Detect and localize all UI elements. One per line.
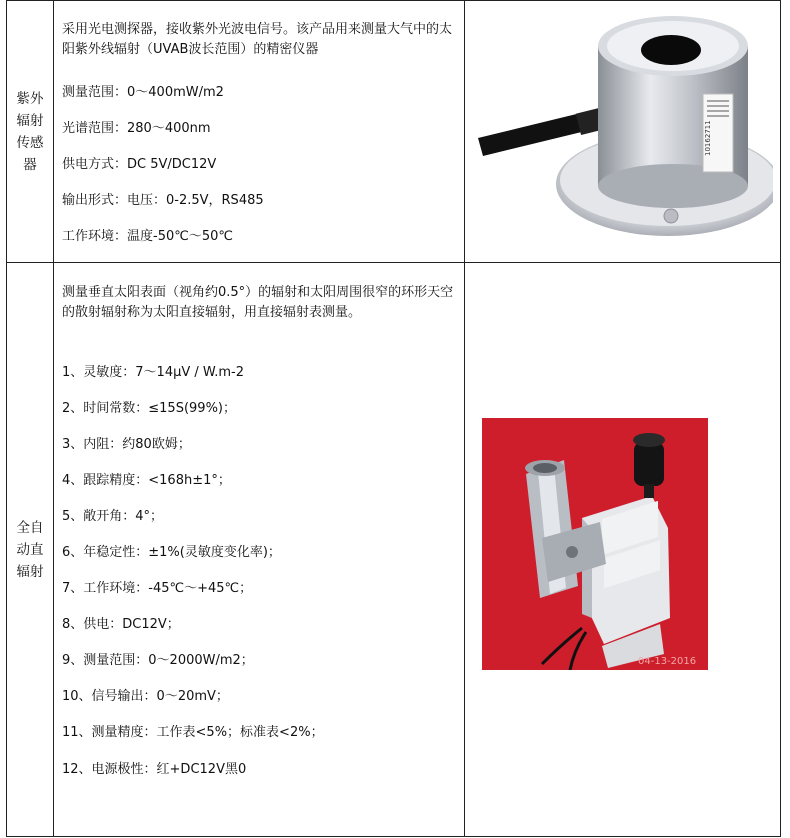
uv-sensor-illustration	[478, 6, 773, 256]
device-serial-label: 10162711	[704, 120, 712, 156]
spec-item: 4、跟踪精度：<168h±1°；	[62, 473, 231, 488]
spec-item: 供电方式：DC 5V/DC12V	[62, 157, 217, 172]
category-label: 全自动直辐射	[16, 519, 44, 580]
spec-item: 输出形式：电压：0-2.5V，RS485	[62, 193, 264, 208]
spec-item: 测量范围：0～400mW/m2	[62, 85, 224, 100]
spec-item: 8、供电：DC12V；	[62, 617, 180, 632]
spec-item: 12、电源极性：红+DC12V黑0	[62, 762, 247, 777]
product-description: 测量垂直太阳表面（视角约0.5°）的辐射和太阳周围很窄的环形天空的散射辐射称为太阳直接辐射，用直接辐射表测量。	[62, 285, 454, 320]
spec-item: 1、灵敏度：7～14μV / W.m-2	[62, 365, 245, 380]
product-description: 采用光电测探器，接收紫外光波电信号。该产品用来测量大气中的太阳紫外线辐射（UVAB波长范围）的精密仪器	[62, 22, 453, 57]
category-label: 紫外辐射传感器	[16, 90, 44, 173]
spec-item: 光谱范围：280～400nm	[62, 121, 211, 136]
spec-item: 工作环境：温度-50℃～50℃	[62, 229, 233, 244]
spec-item: 3、内阻：约80欧姆；	[62, 437, 191, 452]
photo-date-stamp: 04-13-2016	[638, 656, 697, 667]
spec-item: 9、测量范围：0～2000W/m2；	[62, 653, 254, 668]
uv-sensor-photo	[478, 6, 773, 256]
spec-item: 11、测量精度：工作表<5%；标准表<2%；	[62, 725, 324, 740]
spec-item: 2、时间常数：≤15S(99%)；	[62, 401, 236, 416]
spec-item: 5、敞开角：4°；	[62, 509, 164, 524]
spec-item: 7、工作环境：-45℃～+45℃；	[62, 581, 253, 596]
tracker-photo	[482, 418, 708, 670]
category-cell	[7, 263, 54, 837]
category-cell	[7, 1, 54, 263]
spec-item: 10、信号输出：0～20mV；	[62, 689, 229, 704]
spec-item: 6、年稳定性：±1%(灵敏度变化率)；	[62, 545, 281, 560]
tracker-illustration	[482, 418, 708, 670]
